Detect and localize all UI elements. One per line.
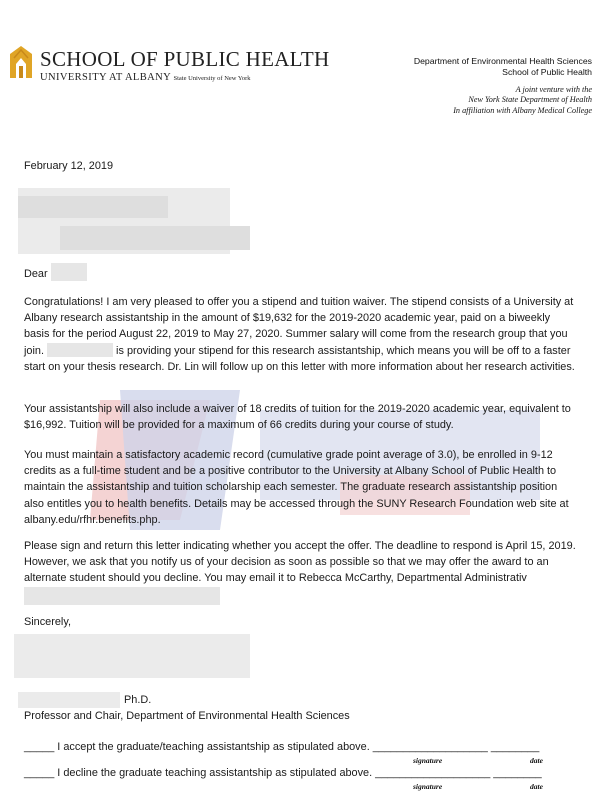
redacted-signature: [14, 634, 250, 678]
venture-line-1: A joint venture with the: [515, 85, 592, 94]
signature-label: signature: [413, 756, 443, 765]
closing: Sincerely,: [24, 616, 72, 628]
date-label: date: [530, 782, 543, 791]
accept-line: _____ I accept the graduate/teaching assistantship as stipulated above. ___________________ ________: [24, 741, 540, 753]
decline-line: _____ I decline the graduate teaching assistantship as stipulated above. ___________________ ________: [24, 767, 542, 779]
signature-label: signature: [413, 782, 443, 791]
redacted-email: [24, 587, 220, 605]
paragraph-response: [24, 538, 576, 605]
signer-degree: Ph.D.: [124, 694, 152, 706]
affiliation-note: [453, 85, 592, 116]
redacted-address-line: [60, 226, 250, 250]
paragraph-offer-part2: is providing your stipend for this research assistantship, which means you will be off to a faster start on your thesis research. Dr. Lin will follow up on this letter with more information about her research activities.: [24, 344, 575, 373]
university-name: UNIVERSITY AT ALBANY: [40, 72, 172, 83]
redacted-address-line: [18, 196, 168, 218]
salutation-text: Dear: [24, 268, 48, 280]
redacted-name: [51, 263, 87, 281]
university-line: [40, 72, 251, 83]
redacted-signer-name: [18, 692, 120, 708]
date-label: date: [530, 756, 543, 765]
venture-line-2: New York State Department of Health: [468, 95, 592, 105]
school-sub-name: School of Public Health: [502, 67, 592, 77]
paragraph-offer: [24, 294, 576, 375]
university-seal-logo: [6, 44, 36, 82]
paragraph-response-text: Please sign and return this letter indicating whether you accept the offer. The deadline to respond is April 15, 2019. However, we ask that you notify us of your decision as soon as possible so that we may offer the award to an alternate student should you decline. You may email it to Rebecca McCarthy, Departmental Administrativ: [24, 540, 576, 585]
signer-title: Professor and Chair, Department of Environmental Health Sciences: [24, 710, 350, 722]
paragraph-requirements: You must maintain a satisfactory academic record (cumulative grade point average of 3.0), be enrolled in 9-12 credits as a full-time student and be a positive contributor to the University at Albany School of Public Health to maintain the assistantship and tuition scholarship each semester. The graduate research assistantship position also entitles you to health benefits. Details may be accessed through the SUNY Research Foundation web site at albany.edu/rfhr.benefits.php.: [24, 449, 569, 526]
letter-date: February 12, 2019: [24, 160, 113, 172]
suny-name: State University of New York: [173, 75, 251, 82]
venture-line-3: In affiliation with Albany Medical College: [453, 105, 592, 115]
redacted-advisor: [47, 343, 113, 357]
salutation: [24, 263, 576, 282]
department-address: [414, 56, 592, 78]
school-name: SCHOOL OF PUBLIC HEALTH: [40, 47, 330, 71]
department-name: Department of Environmental Health Sciences: [413, 56, 592, 66]
paragraph-offer-part1: Congratulations! I am very pleased to offer you a stipend and tuition waiver. The stipend consists of a University at Albany research assistantship in the amount of $19,632 for the 2019-2020 academic year, paid on a biweekly basis for the period August 22, 2019 to May 27, 2020. Summer salary will come from the research group that you join.: [24, 296, 574, 357]
paragraph-tuition: Your assistantship will also include a waiver of 18 credits of tuition for the 2019-2020 academic year, equivalent to $16,992. Tuition will be provided for a maximum of 66 credits during your course of study.: [24, 403, 571, 432]
